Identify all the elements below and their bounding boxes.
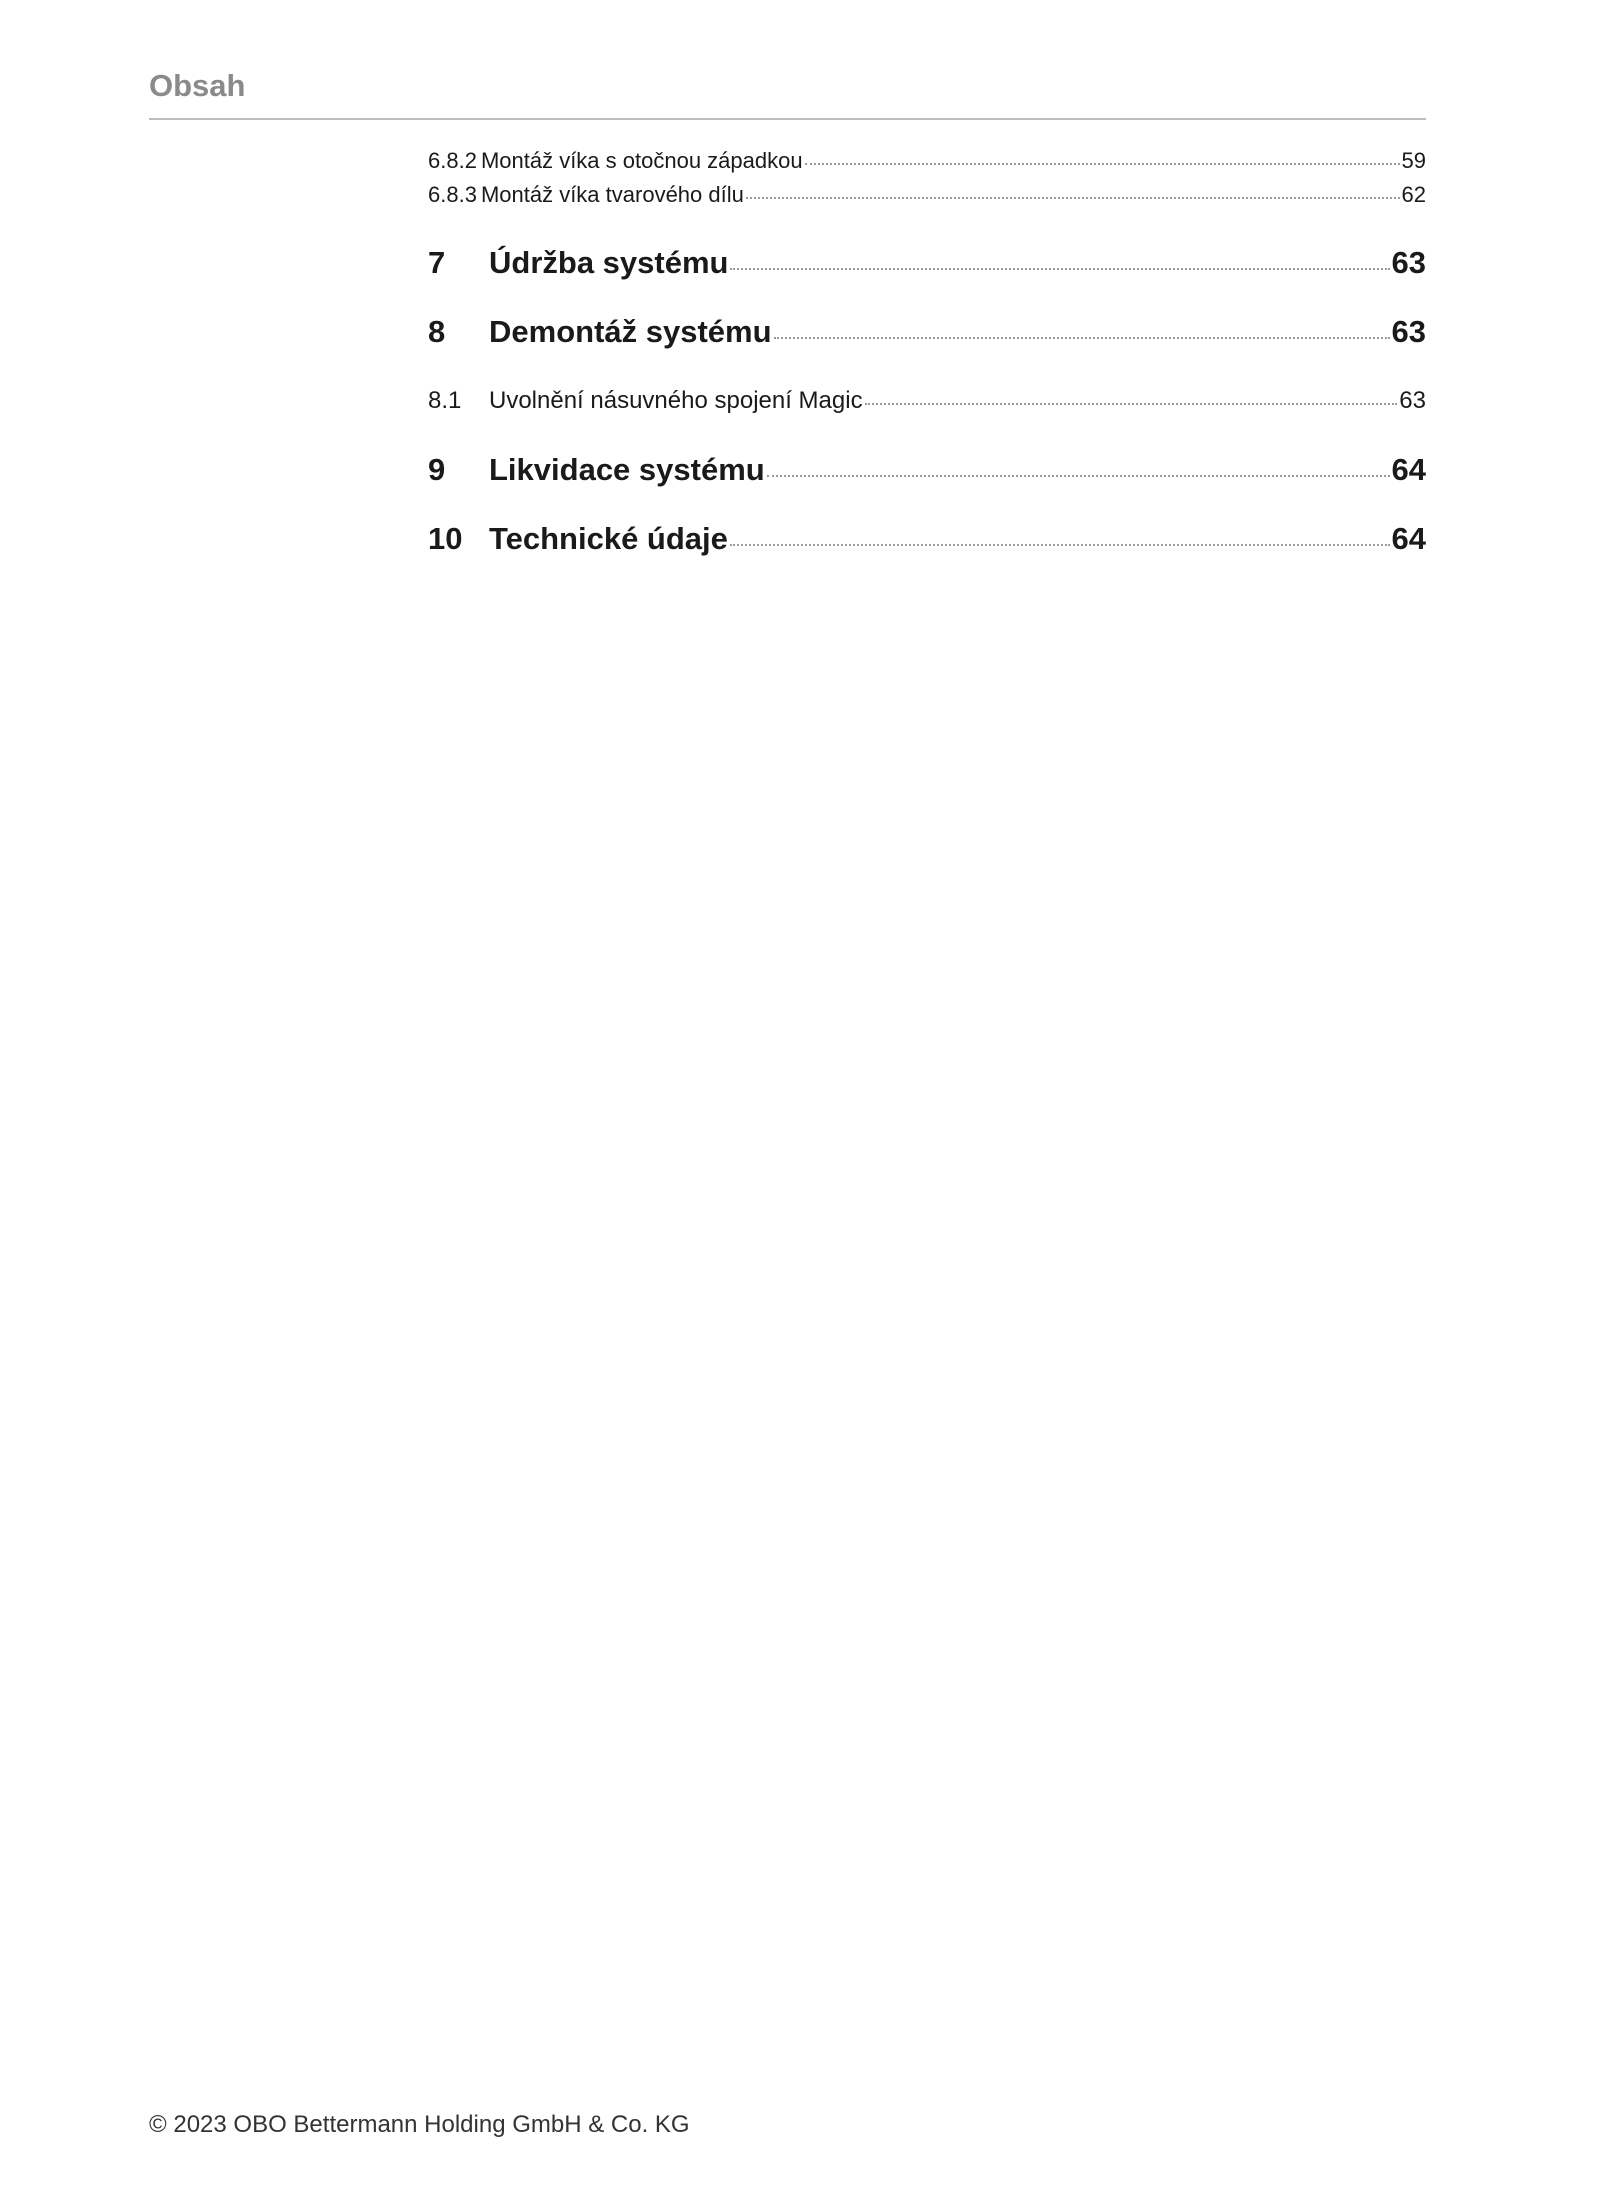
toc-entry-label: Likvidace systému bbox=[489, 452, 765, 487]
toc-chapter-9[interactable] bbox=[428, 435, 1426, 504]
toc-entry-label: Demontáž systému bbox=[489, 314, 772, 349]
toc-entry-6-8-3[interactable] bbox=[428, 182, 1426, 216]
toc-entry-number: 8.1 bbox=[428, 387, 462, 414]
toc-entry-number: 9 bbox=[428, 452, 446, 487]
page-header bbox=[149, 68, 1426, 120]
toc-entry-label: Montáž víka s otočnou západkou bbox=[480, 148, 803, 173]
page-title: Obsah bbox=[149, 68, 246, 103]
toc-entry-page: 63 bbox=[1391, 245, 1426, 280]
toc-entry-number: 6.8.2 bbox=[428, 148, 477, 173]
toc-entry-label: Údržba systému bbox=[489, 245, 729, 280]
table-of-contents bbox=[428, 148, 1426, 573]
dot-leader bbox=[805, 163, 1400, 165]
toc-entry-page: 62 bbox=[1401, 182, 1426, 207]
dot-leader bbox=[730, 268, 1389, 270]
dot-leader bbox=[767, 475, 1390, 477]
toc-entry-number: 10 bbox=[428, 521, 463, 556]
dot-leader bbox=[746, 197, 1400, 199]
toc-entry-6-8-2[interactable] bbox=[428, 148, 1426, 182]
toc-entry-number: 6.8.3 bbox=[428, 182, 477, 207]
toc-entry-label: Montáž víka tvarového dílu bbox=[480, 182, 744, 207]
toc-entry-page: 64 bbox=[1391, 521, 1426, 556]
toc-chapter-8[interactable] bbox=[428, 297, 1426, 366]
toc-entry-page: 59 bbox=[1401, 148, 1426, 173]
toc-entry-number: 8 bbox=[428, 314, 446, 349]
spacer bbox=[428, 216, 1426, 228]
toc-entry-label: Technické údaje bbox=[489, 521, 728, 556]
toc-chapter-7[interactable] bbox=[428, 228, 1426, 297]
toc-chapter-10[interactable] bbox=[428, 504, 1426, 573]
toc-entry-number: 7 bbox=[428, 245, 446, 280]
toc-entry-page: 64 bbox=[1391, 452, 1426, 487]
toc-section-8-1[interactable] bbox=[428, 366, 1426, 435]
dot-leader bbox=[865, 403, 1398, 405]
dot-leader bbox=[730, 544, 1390, 546]
toc-entry-page: 63 bbox=[1391, 314, 1426, 349]
toc-entry-page: 63 bbox=[1399, 387, 1426, 414]
toc-entry-label: Uvolnění násuvného spojení Magic bbox=[489, 387, 863, 414]
dot-leader bbox=[774, 337, 1390, 339]
footer-copyright: © 2023 OBO Bettermann Holding GmbH & Co. KG bbox=[149, 2111, 690, 2138]
